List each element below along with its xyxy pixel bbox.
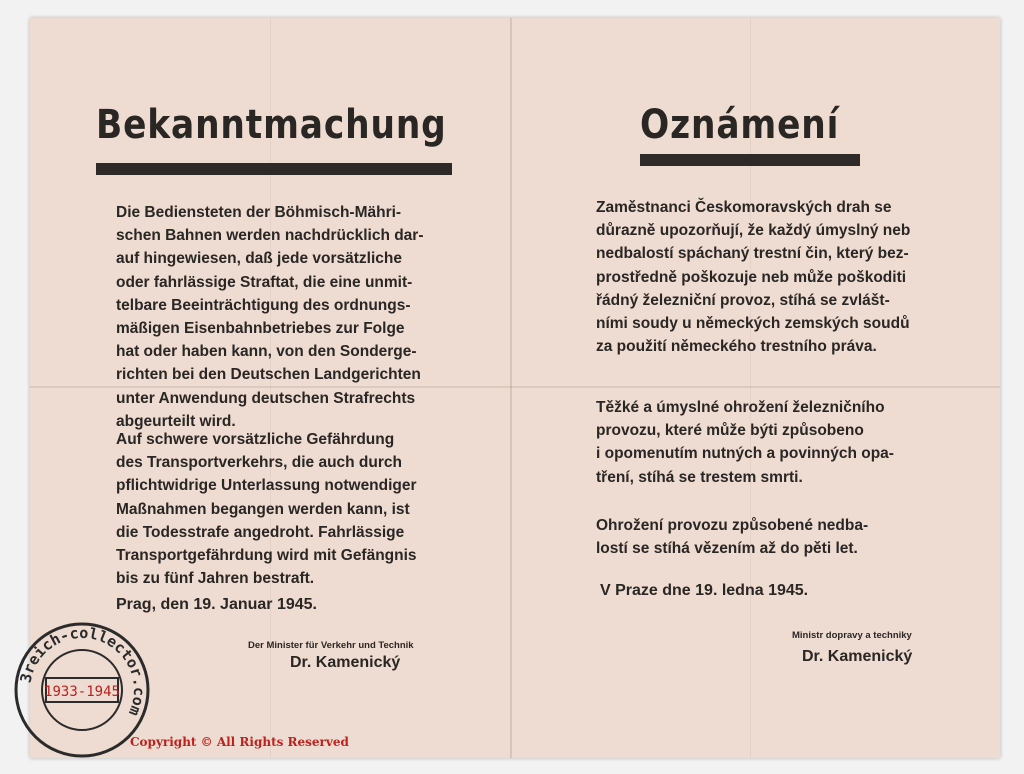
german-date: Prag, den 19. Januar 1945. xyxy=(116,596,317,613)
czech-minister-name: Dr. Kamenický xyxy=(802,648,913,665)
stamp-years: 1933-1945 xyxy=(44,684,120,700)
czech-paragraph-3: Ohrožení provozu způsobené nedba- lostí se stíhá vězením až do pěti let. xyxy=(596,517,869,558)
german-minister-name: Dr. Kamenický xyxy=(290,654,401,671)
german-title-underline xyxy=(96,163,452,175)
czech-title-underline xyxy=(640,154,860,166)
czech-paragraph-2: Těžké a úmyslné ohrožení železničního provozu, které může býti způsobeno i opomenutím nutných a povinných opa- tření, stíhá se trestem smrti. xyxy=(596,399,894,486)
german-minister-title: Der Minister für Verkehr und Technik xyxy=(248,640,414,651)
czech-date: V Praze dne 19. ledna 1945. xyxy=(600,582,809,599)
german-paragraph-1: Die Bediensteten der Böhmisch-Mähri- schen Bahnen werden nachdrücklich dar- auf hingewiesen, daß jede vorsätzliche oder fahrlässige Straftat, die eine unmit- telbare Beeinträchtigung des ordnungs- mäßigen Eisenbahnbetriebes zur Folge hat oder haben kann, von den Sonderge- richten bei den Deutschen Landgerichten unter Anwendung deutschen Strafrechts abgeurteilt wird. xyxy=(116,204,424,430)
center-fold xyxy=(510,18,512,758)
german-title-wrap xyxy=(96,102,504,148)
stamp-ring-text: 3reich-collector.com xyxy=(16,623,149,719)
czech-title: Oznámení xyxy=(640,102,840,148)
czech-minister-title: Ministr dopravy a techniky xyxy=(792,630,912,641)
german-title: Bekanntmachung xyxy=(96,102,447,148)
czech-title-wrap xyxy=(640,102,872,148)
copyright-notice: Copyright © All Rights Reserved xyxy=(130,735,349,749)
poster-sheet xyxy=(30,18,1000,758)
german-paragraph-2: Auf schwere vorsätzliche Gefährdung des Transportverkehrs, die auch durch pflichtwidrige Unterlassung notwendiger Maßnahmen begangen werden kann, ist die Todesstrafe angedroht. Fahrlässige Transportgefährdung wird mit Gefängnis bis zu fünf Jahren bestraft. xyxy=(116,431,417,588)
czech-paragraph-1: Zaměstnanci Českomoravských drah se důrazně upozorňují, že každý úmyslný neb nedbalostí spáchaný trestní čin, který bez- prostředně poškozuje neb může poškoditi řádný železniční provoz, stíhá se zvlášt- ními soudy u německých zemských soudů za použití německého trestního práva. xyxy=(596,199,911,356)
